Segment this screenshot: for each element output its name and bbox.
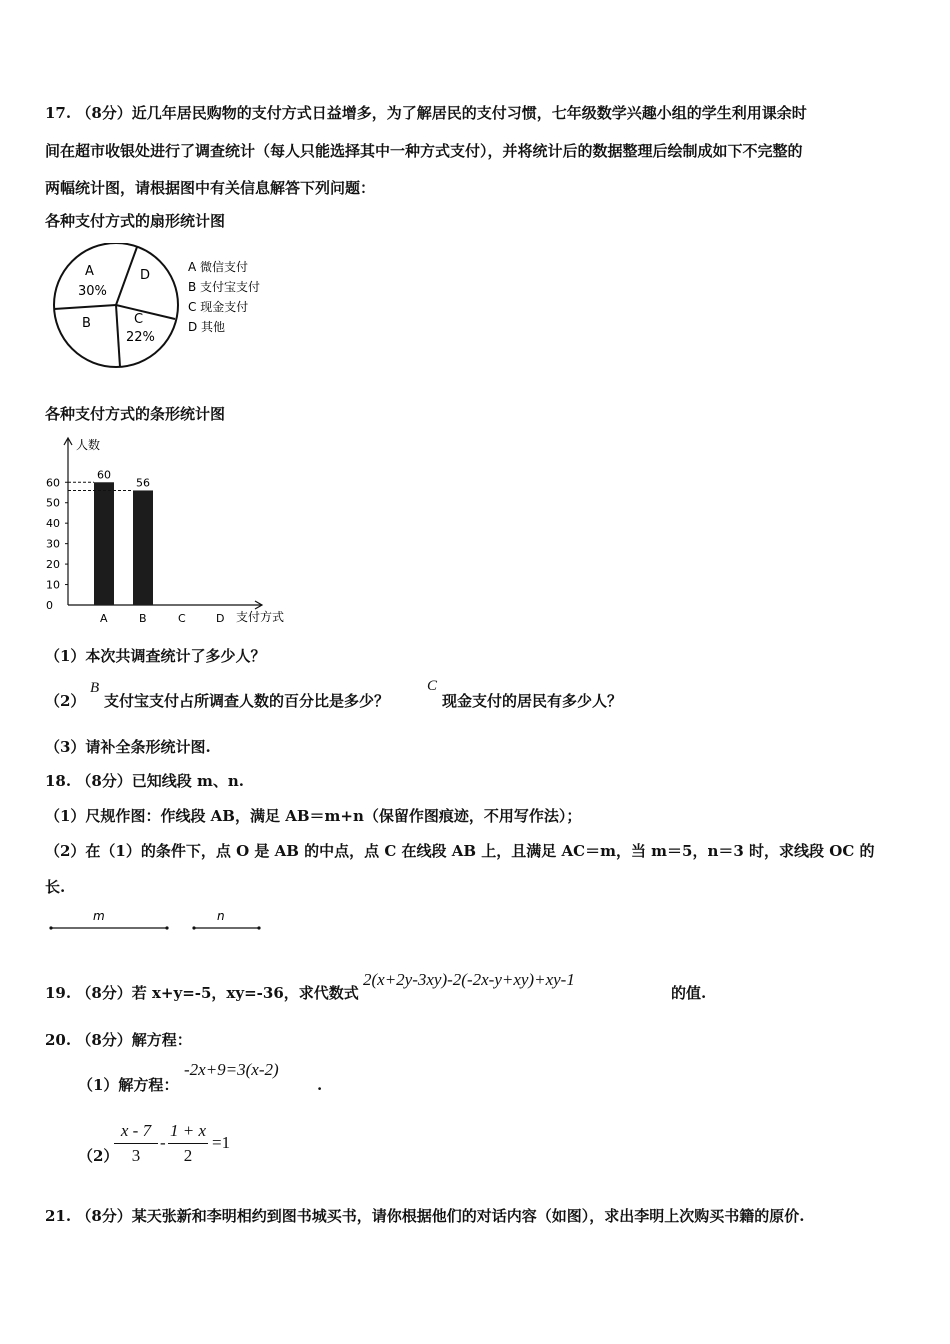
pie-slice-a-label: A [85,264,94,279]
segment-m-label: m [93,909,105,923]
pie-slice-divider-a-d [116,247,137,305]
y-tick-label: 10 [46,578,60,592]
segment-n-endpoint-right [257,926,260,929]
bar-a [94,482,114,605]
y-tick-label: 20 [46,558,60,572]
pie-slice-a-value: 30% [78,284,107,299]
q20-minus-sign: - [160,1133,166,1152]
q20-fraction-1-denominator: 3 [131,1146,141,1165]
pie-legend-b: B 支付宝支付 [188,280,261,294]
y-tick-label: 40 [46,517,60,531]
pie-chart-title: 各种支付方式的扇形统计图 [45,212,226,230]
q20-sub1-label: （1）解方程： [78,1076,179,1094]
q20-sub1-period: . [317,1076,323,1094]
x-tick-label-d: D [216,612,225,625]
q18-line4: 长. [45,878,66,896]
q17-sub2-text-c: 现金支付的居民有多少人？ [442,692,623,710]
segment-figures [45,908,285,938]
q20-fraction-1-numerator: x - 7 [120,1121,152,1140]
pie-legend-d: D 其他 [188,320,226,334]
q20-sub1-equation: -2x+9=3(x-2) [184,1060,279,1079]
segment-m-endpoint-right [165,926,168,929]
q21-line1: 21. （8分）某天张新和李明相约到图书城买书，请你根据他们的对话内容（如图），求出李明上次购买书籍的原价. [45,1207,805,1225]
pie-slice-c-value: 22% [126,330,155,345]
q18-line3: （2）在（1）的条件下，点 O 是 AB 的中点，点 C 在线段 AB 上，且满足 AC＝m，当 m＝5，n＝3 时，求线段 OC 的 [45,842,875,860]
q20-line1: 20. （8分）解方程： [45,1031,192,1049]
q20-fraction-2 [168,1121,208,1166]
pie-slice-b-label: B [82,316,91,331]
y-tick-label: 50 [46,496,60,510]
bar-chart-title: 各种支付方式的条形统计图 [45,405,226,423]
bar-chart [42,435,302,630]
q17-sub1: （1）本次共调查统计了多少人？ [45,647,266,665]
bar-a-value-label: 60 [97,468,111,482]
q17-sub2-var-c: C [427,678,438,694]
segment-m-endpoint-left [49,926,52,929]
y-tick-label: 0 [46,599,53,612]
q20-fraction-1-bar [114,1143,158,1144]
x-tick-label-b: B [139,612,147,625]
segment-n-label: n [217,909,225,923]
q19-prefix: 19. （8分）若 x+y=-5，xy=-36，求代数式 [45,984,359,1002]
q19-expression: 2(x+2y-3xy)-2(-2x-y+xy)+xy-1 [363,970,575,989]
x-axis-label: 支付方式 [236,610,285,624]
q17-line2: 间在超市收银处进行了调查统计（每人只能选择其中一种方式支付），并将统计后的数据整理后绘制成如下不完整的 [45,142,803,160]
q17-line3: 两幅统计图，请根据图中有关信息解答下列问题： [45,179,376,197]
q20-fraction-1 [114,1121,158,1166]
y-axis-label: 人数 [76,438,101,452]
x-tick-label-a: A [100,612,108,625]
q20-fraction-2-numerator: 1 + x [169,1121,207,1140]
q17-sub2-prefix: （2） [45,692,86,710]
pie-slice-divider-b [54,305,116,309]
q20-sub2-label: （2） [78,1147,119,1165]
y-tick-label: 30 [46,537,60,551]
pie-slice-divider-c [116,305,175,319]
q18-line1: 18. （8分）已知线段 m、n. [45,772,244,790]
q19-suffix: 的值. [671,984,707,1002]
q17-sub2-var-b: B [90,680,100,696]
bar-b [133,490,153,605]
q18-line2: （1）尺规作图：作线段 AB，满足 AB＝m+n（保留作图痕迹，不用写作法）； [45,807,582,825]
pie-slice-d-label: D [140,268,151,283]
q20-fraction-2-bar [168,1143,208,1144]
q20-rhs: =1 [212,1133,231,1152]
y-tick-label: 60 [46,476,60,490]
pie-legend-c: C 现金支付 [188,300,249,314]
q17-sub2-text-b: 支付宝支付占所调查人数的百分比是多少？ [104,692,390,710]
q17-sub3: （3）请补全条形统计图. [45,738,211,756]
bar-b-value-label: 56 [136,476,150,490]
pie-legend-a: A 微信支付 [188,260,249,274]
pie-slice-divider-bc [116,305,120,367]
q17-line1: 17. （8分）近几年居民购物的支付方式日益增多，为了解居民的支付习惯，七年级数学兴趣小组的学生利用课余时 [45,104,807,122]
pie-chart [48,243,288,373]
pie-slice-c-label: C [134,312,144,327]
x-tick-label-c: C [178,612,186,625]
segment-n-endpoint-left [192,926,195,929]
q20-fraction-2-denominator: 2 [183,1146,193,1165]
